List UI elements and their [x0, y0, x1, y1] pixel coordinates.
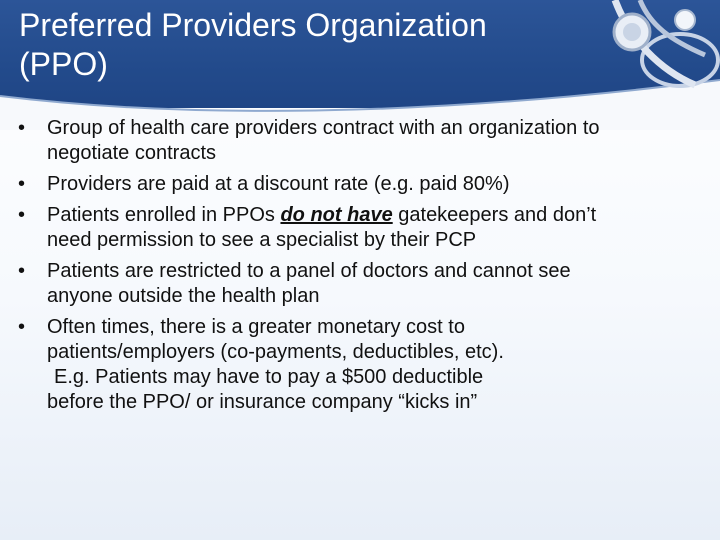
list-item — [18, 203, 638, 253]
bullet-icon: • — [18, 117, 26, 139]
emphasized-text: do not have — [280, 204, 393, 226]
slide-title: Preferred Providers Organization (PPO) — [19, 7, 487, 82]
list-item — [18, 315, 638, 415]
bullet-icon: • — [18, 204, 26, 226]
bullet-text: Patients are restricted to a panel of doctors and cannot see anyone outside the health plan — [47, 260, 571, 307]
example-text-continued: before the PPO/ or insurance company “kicks in” — [47, 391, 478, 413]
list-item — [18, 116, 638, 166]
bullet-text-end: gatekeepers and don’t need permission to see a specialist by their PCP — [47, 204, 597, 251]
list-item — [18, 259, 638, 309]
bullet-text: Providers are paid at a discount rate (e.g. paid 80%) — [47, 173, 510, 195]
example-text: E.g. Patients may have to pay a $500 deductible — [54, 366, 484, 388]
bullet-text-start: Patients enrolled in PPOs — [47, 204, 281, 226]
bullet-text: Often times, there is a greater monetary cost to patients/employers (co-payments, deductibles, etc). — [47, 316, 504, 363]
bullet-text: Group of health care providers contract with an organization to negotiate contracts — [47, 117, 600, 164]
bullet-icon: • — [18, 316, 26, 338]
list-item — [18, 172, 638, 197]
bullet-icon: • — [18, 173, 26, 195]
bullet-list — [18, 116, 638, 421]
bullet-icon: • — [18, 260, 26, 282]
